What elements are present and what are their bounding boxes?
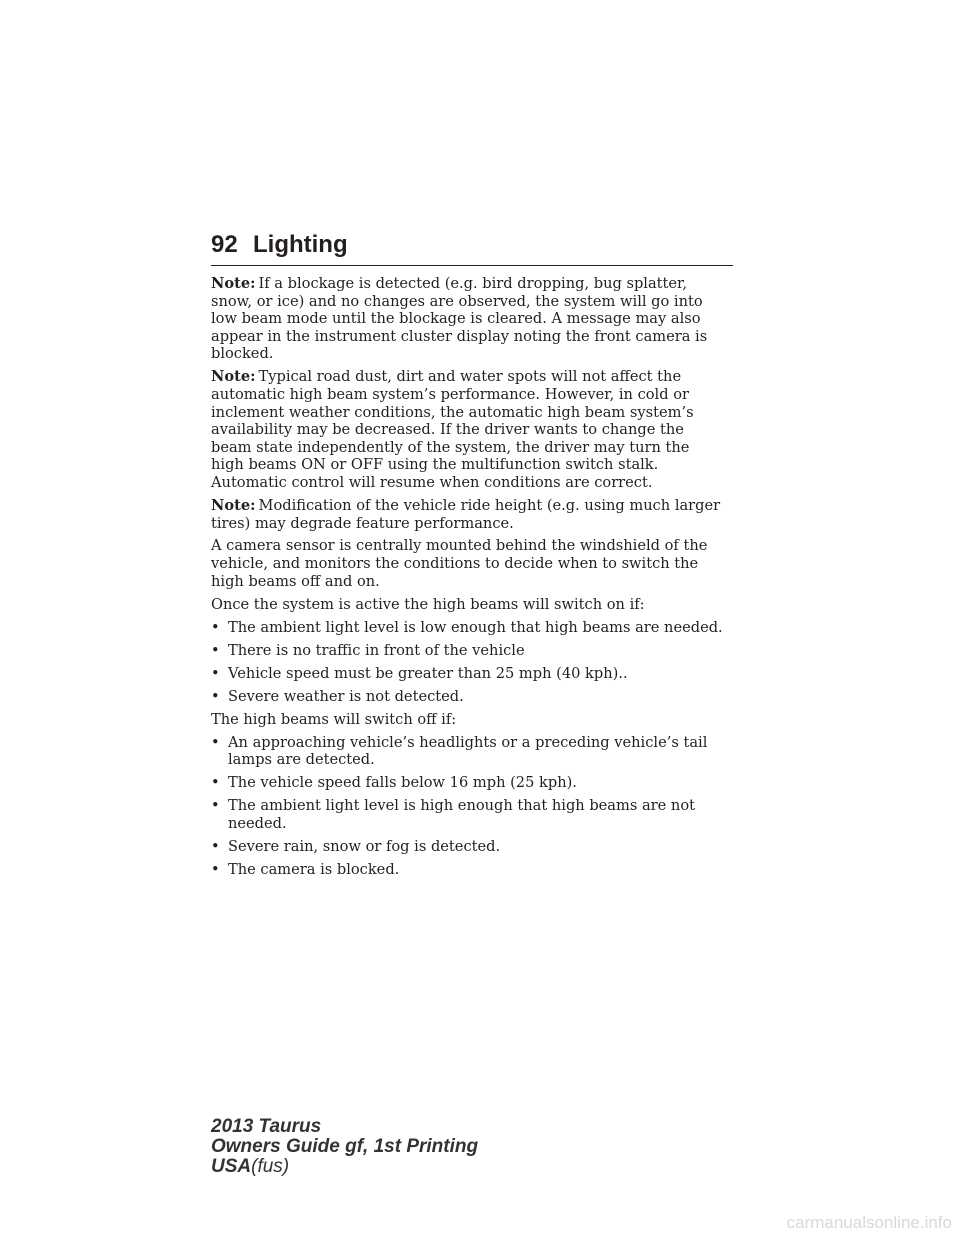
list-item (211, 734, 726, 769)
list-item-text: The ambient light level is high enough that high beams are not needed. (228, 797, 695, 832)
list-item-text: Vehicle speed must be greater than 25 mph (40 kph).. (228, 664, 628, 682)
note-blockage (211, 275, 726, 363)
list-item (211, 861, 726, 879)
list-item (211, 665, 726, 683)
footer-market-line (211, 1157, 478, 1177)
list-item-text: Severe rain, snow or fog is detected. (228, 837, 501, 855)
list-item-text: The camera is blocked. (228, 860, 400, 878)
list-item (211, 619, 726, 637)
note-text: If a blockage is detected (e.g. bird dropping, bug splatter, snow, or ice) and no changes are observed, the system will go into low beam mode until the blockage is cleared. A message may also appear in the instrument cluster display noting the front camera is blocked. (211, 275, 708, 363)
page-header (211, 227, 733, 266)
bullet-icon: • (211, 797, 220, 815)
footer-market-code: (fus) (251, 1156, 290, 1177)
list-item-text: An approaching vehicle’s headlights or a preceding vehicle’s tail lamps are detected. (228, 733, 708, 769)
note-label: Note: (211, 275, 256, 292)
switch-off-list (211, 734, 726, 879)
footer-model: 2013 Taurus (211, 1116, 322, 1137)
bullet-icon: • (211, 837, 220, 855)
note-ride-height (211, 497, 726, 532)
switch-off-intro: The high beams will switch off if: (211, 710, 457, 728)
list-item (211, 688, 726, 706)
note-text: Typical road dust, dirt and water spots will not affect the automatic high beam system’s performance. However, in cold or inclement weather conditions, the automatic high beam system’s availability may be decreased. If the driver wants to change the beam state independently of the system, the driver may turn the high beams ON or OFF using the multifunction switch stalk. Automatic control will resume when conditions are correct. (211, 368, 694, 491)
list-item-text: There is no traffic in front of the vehicle (228, 641, 525, 659)
switch-on-list (211, 619, 726, 706)
footer-country: USA (211, 1156, 252, 1177)
list-item-text: The vehicle speed falls below 16 mph (25 kph). (228, 774, 577, 792)
bullet-icon: • (211, 687, 220, 705)
note-label: Note: (211, 368, 256, 386)
print-footer (211, 1117, 478, 1177)
list-item-text: Severe weather is not detected. (228, 687, 464, 705)
bullet-icon: • (211, 664, 220, 682)
list-item (211, 838, 726, 856)
page-number: 92 (211, 231, 238, 258)
list-item-text: The ambient light level is low enough that high beams are needed. (228, 618, 723, 636)
main-content (211, 275, 726, 884)
switch-on-intro: Once the system is active the high beams will switch on if: (211, 595, 645, 613)
list-item (211, 797, 726, 832)
note-road-dust (211, 368, 726, 491)
list-item (211, 774, 726, 792)
watermark[interactable]: carmanualsonline.info (786, 1213, 952, 1232)
bullet-icon: • (211, 618, 220, 636)
note-label: Note: (211, 496, 256, 514)
footer-edition: Owners Guide gf, 1st Printing (211, 1136, 479, 1157)
list-item (211, 642, 726, 660)
note-text: Modification of the vehicle ride height (e.g. using much larger tires) may degrade feature performance. (211, 496, 721, 532)
page-title: Lighting (253, 231, 348, 258)
bullet-icon: • (211, 860, 220, 878)
bullet-icon: • (211, 733, 220, 751)
bullet-icon: • (211, 641, 220, 659)
bullet-icon: • (211, 774, 220, 792)
camera-paragraph: A camera sensor is centrally mounted behind the windshield of the vehicle, and monitors the conditions to decide when to switch the high beams off and on. (211, 537, 708, 590)
